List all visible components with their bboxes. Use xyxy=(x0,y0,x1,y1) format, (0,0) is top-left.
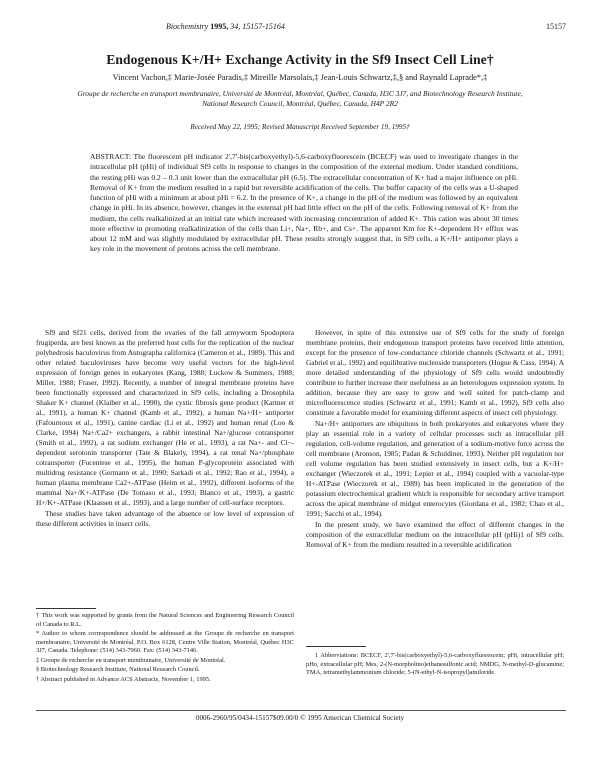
journal-citation: Biochemistry 1995, 34, 15157-15164 xyxy=(166,22,285,31)
footnotes xyxy=(36,612,294,685)
paragraph: However, in spite of this extensive use of Sf9 cells for the study of foreign membrane proteins, their endogenous transport proteins have received little attention, except for the presence of low-conductance chloride channels (Schwartz et al., 1991; Gabriel et al., 1992) and equilibrative nucleoside transporters (Hogue & Cass, 1994). A more detailed understanding of the physiology of Sf9 cells would undoubtedly contribute to further increase their usefulness as an heterologous expression system. In addition, because they are easy to grow and well suited for patch-clamp and microfluorescence studies (Schwartz et al., 1991; Kamb et al., 1992), Sf9 cells also constitute a favorable model for examining different aspects of insect cell physiology. xyxy=(306,328,564,417)
running-header xyxy=(36,22,566,36)
copyright-line: 0006-2960/95/0434-15157$09.00/0 © 1995 American Chemical Society xyxy=(195,714,405,722)
abbreviations-divider xyxy=(306,646,366,647)
footnote: * Author to whom correspondence should be addressed at the Groupe de recherche en transport membranaire, Université de Montréal, P.O. Box 6128, Centre Ville Station, Montréal, Québec H3C 3J7, Canada. Telephone: (514) 343-7960. Fax: (514) 343-7146. xyxy=(36,630,294,655)
footnote: § Biotechnology Research Institute, National Research Council. xyxy=(36,666,200,674)
bottom-divider xyxy=(36,710,566,711)
abstract-text: The fluorescent pH indicator 2',7'-bis(carboxyethyl)-5,6-carboxyfluorescein (BCECF) was used to investigate changes in the intracellular pH (pHi) of individual Sf9 cells in response to changes in the composition of the external medium. Under standard conditions, the resting pHi was 0.2 – 0.3 unit lower than the extracellular pH (6.5). The extracellular concentration of K+ had a major influence on pHi. Removal of K+ from the medium resulted in a rapid but reversible acidification of the cells. The buffer capacity of the cells was a U-shaped function of pHi with a minimum at about pHi = 6.2. In the presence of K+, a change in the pH of the medium was followed by an equivalent change in pHi. In its absence, however, changes in the external pH had little effect on the pH of the cells. Following removal of K+ from the medium, the cells realkalinized at an initial rate which increased with increasing concentration of added K+. This cation was about 30 times more effective in promoting realkalinization of the cells than Li+, Na+, Rb+, and Cs+. The apparent Km for K+-dependent H+ efflux was about 12 mM and was slightly modulated by extracellular pH. These results strongly suggest that, in Sf9 cells, a K+/H+ antiporter plays a key role in the movement of protons across the cell membrane. xyxy=(90,152,518,254)
abstract xyxy=(90,152,518,255)
paragraph: Na+/H+ antiporters are ubiquitous in both prokaryotes and eukaryotes where they play an essential role in a variety of cellular processes such as intracellular pH regulation, cell-volume regulation, and generation of a sodium-motive force across the cell membrane (Aronson, 1985; Padan & Schuldiner, 1993). Neither pH regulation nor cell volume regulation has been studied extensively in insect cells, but a K+/H+ exchanger (Wieczorek et al., 1991; Lepier et al., 1994) coupled with a vacuolar-type H+-ATPase (Wieczorek et al., 1989) has been implicated in the generation of the potassium electrochemical gradient which is responsible for secondary active transport across the apical membrane of midgut enterocytes (Giordana et al., 1982; Chao et al., 1991; Sacchi et al., 1994). xyxy=(306,418,564,518)
author-list: Vincent Vachon,‡ Marie-Josée Paradis,‡ Mireille Marsolais,‡ Jean-Louis Schwartz,‡,§ and Raynald Laprade*,‡ xyxy=(112,73,488,82)
paragraph: In the present study, we have examined the effect of different changes in the composition of the extracellular medium on the intracellular pH (pHi)1 of Sf9 cells. Removal of K+ from the medium resulted in a reversible acidification xyxy=(306,519,564,549)
paragraph: Sf9 and Sf21 cells, derived from the ovaries of the fall armyworm Spodoptera frugiperda, are best known as the preferred host cells for the replication of the nuclear polyhedrosis baculovirus from Autographa californica (Cameron et al., 1989). This and other related baculoviruses have become very useful vectors for the high-level expression of foreign genes in eukaryotes (Kang, 1988; Luckow & Summers, 1988; Miller, 1988; Fraser, 1992). Recently, a number of integral membrane proteins have been functionally expressed and characterized in Sf9 cells, including a Drosophila Shaker K+ channel (Klaiber et al., 1990), the cystic fibrosis gene product (Kartner et al., 1991), a human K+ channel (Kamb et al., 1992), a human Na+/H+ antiporter (Fafournoux et al., 1991), canine cardiac (Li et al., 1992) and human renal (Loo & Clarke, 1994) Na+/Ca2+ exchangers, a rabbit intestinal Na+/glucose cotransporter (Smith et al., 1992), a rat sodium exchanger (He et al., 1993), a rat Na+- and Cl−-dependent serotonin transporter (Tate & Blakely, 1994), a rat renal Na+/phosphate cotransporter (Fucentese et al., 1995), the human P-glycoprotein associated with multidrug resistance (Germann et al., 1990; Sarkadi et al., 1992; Rao et al., 1994), a human plasma membrane Ca2+-ATPase (Heim et al., 1992), different isoforms of the mammal Na+/K+-ATPase (De Tomaso et al., 1993; Blanco et al., 1993), a gastric H+/K+-ATPase (Klaassen et al., 1993), and a large number of cell-surface receptors. xyxy=(36,328,294,507)
received-dates: Received May 22, 1995; Revised Manuscript Received September 19, 1995† xyxy=(190,123,410,131)
footnote: ‡ Groupe de recherche en transport membranaire, Université de Montréal. xyxy=(36,656,226,664)
body-column-right xyxy=(306,328,564,551)
paragraph: These studies have taken advantage of the absence or low level of expression of these different activities in insect cells. xyxy=(36,508,294,528)
affiliation: Groupe de recherche en transport membranaire, Université de Montréal, Montréal, Québec, Canada, H3C 3J7, and Biotechnology Research Institute, National Research Council, Montréal, Québec, Canada, H4P 2R2 xyxy=(77,89,523,108)
footnote: † This work was supported by grants from the Natural Sciences and Engineering Research Council of Canada to R.L. xyxy=(36,612,294,628)
body-column-left xyxy=(36,328,294,530)
page-number: 15157 xyxy=(546,22,566,31)
abbreviations-footnote: 1 Abbreviations: BCECF, 2',7'-bis(carboxyethyl)-5,6-carboxyfluorescein; pHi, intracellular pH; pHo, extracellular pH; Mes, 2-(N-morpholino)ethanesulfonic acid; NMDG, N-methyl-D-glucamine; TMA, tetramethylammonium chloride; 5-(N-ethyl-N-isopropyl)amiloride. xyxy=(306,652,564,677)
abstract-label: ABSTRACT: xyxy=(90,152,132,161)
article-title: Endogenous K+/H+ Exchange Activity in the Sf9 Insect Cell Line† xyxy=(106,52,494,67)
footnote: † Abstract published in Advance ACS Abstracts, November 1, 1995. xyxy=(36,675,211,683)
footnote-divider xyxy=(36,608,96,609)
